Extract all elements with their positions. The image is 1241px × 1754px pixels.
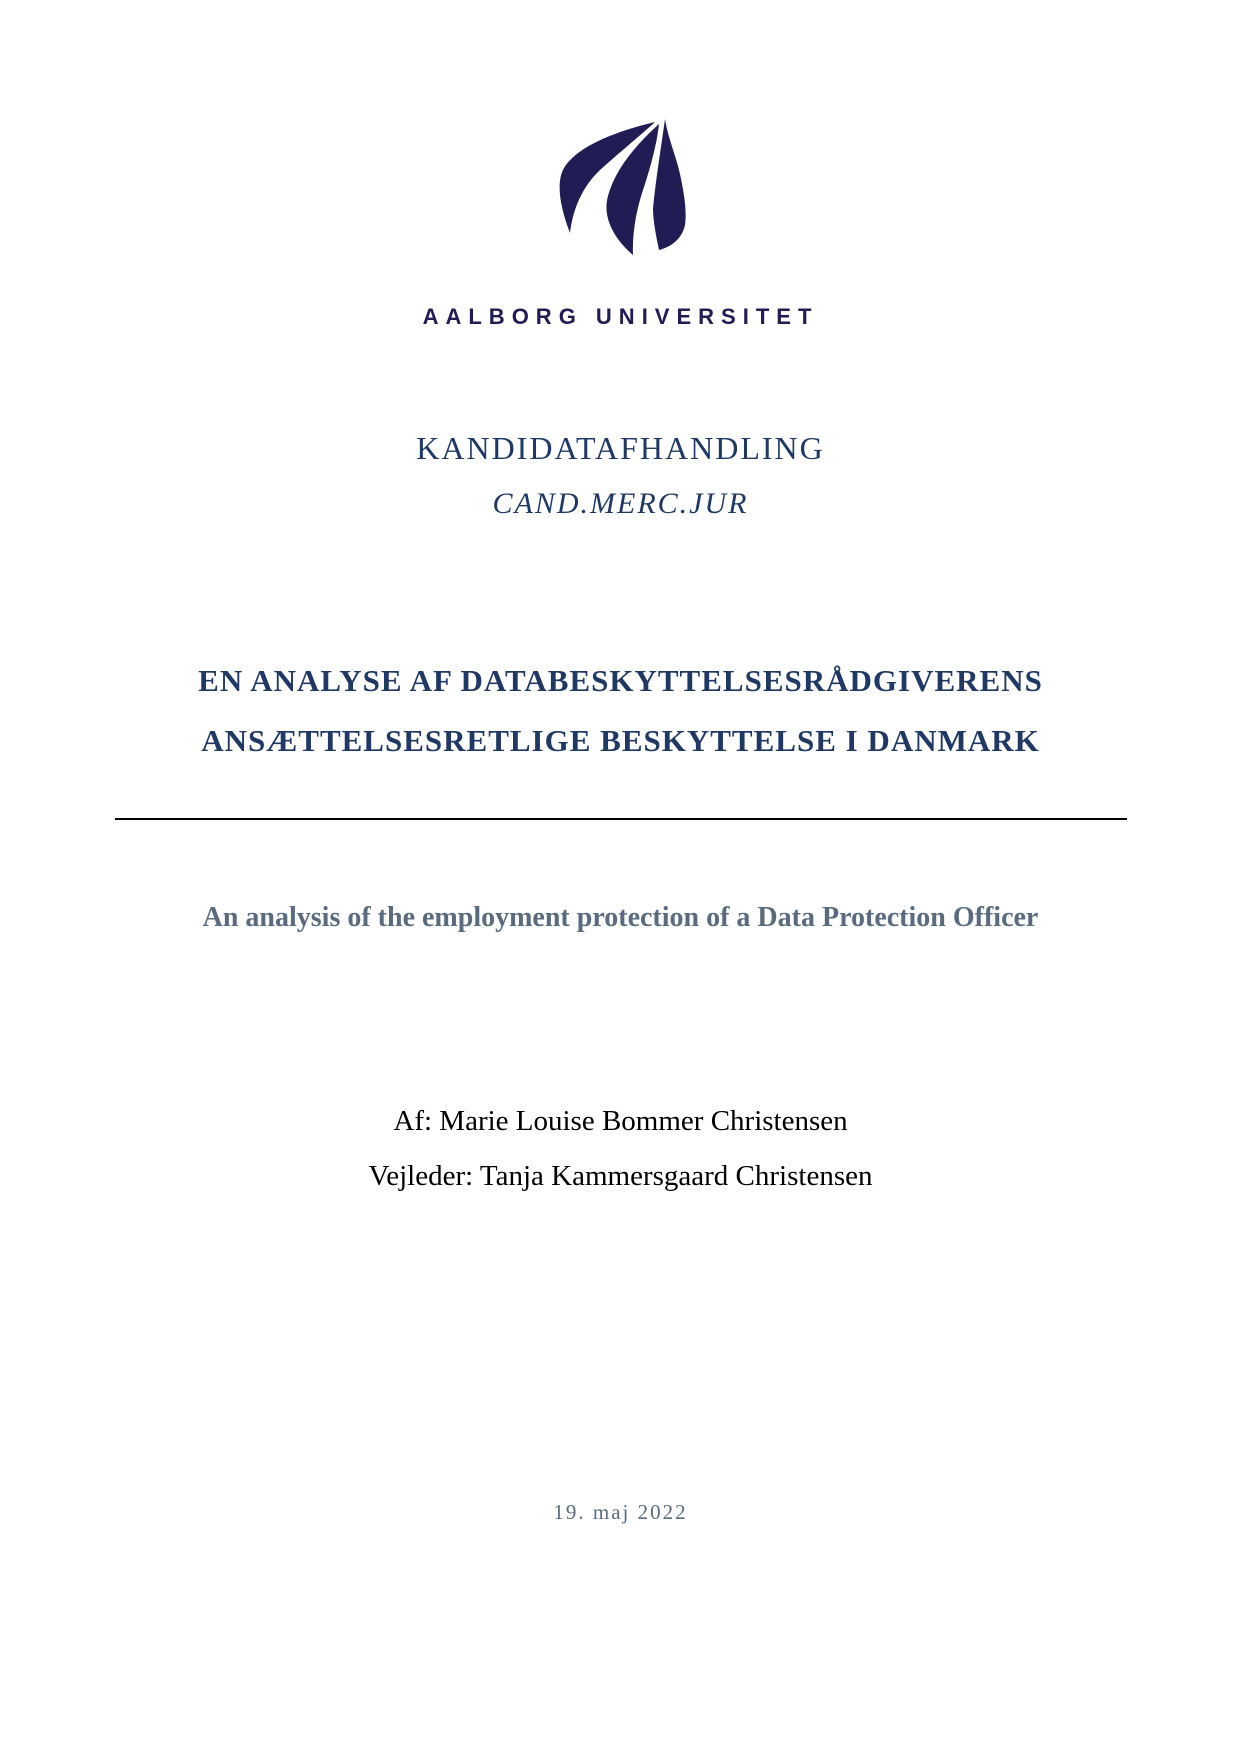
submission-date: 19. maj 2022 bbox=[553, 1500, 688, 1524]
author-line: Af: Marie Louise Bommer Christensen bbox=[393, 1105, 848, 1137]
thesis-title-line-2: ANSÆTTELSESRETLIGE BESKYTTELSE I DANMARK bbox=[201, 723, 1040, 758]
author-block bbox=[0, 1094, 1241, 1204]
thesis-title-line-1: EN ANALYSE AF DATABESKYTTELSESRÅDGIVERENS bbox=[198, 663, 1043, 698]
program-name: CAND.MERC.JUR bbox=[492, 487, 749, 520]
university-name: AALBORG UNIVERSITET bbox=[422, 304, 819, 329]
thesis-title bbox=[0, 651, 1241, 771]
english-subtitle: An analysis of the employment protection of a Data Protection Officer bbox=[202, 902, 1039, 933]
logo-container bbox=[0, 0, 1241, 264]
horizontal-divider bbox=[115, 818, 1127, 820]
aalborg-university-logo-icon bbox=[555, 118, 687, 264]
supervisor-line: Vejleder: Tanja Kammersgaard Christensen bbox=[368, 1160, 873, 1192]
document-type-heading: KANDIDATAFHANDLING bbox=[416, 430, 825, 466]
